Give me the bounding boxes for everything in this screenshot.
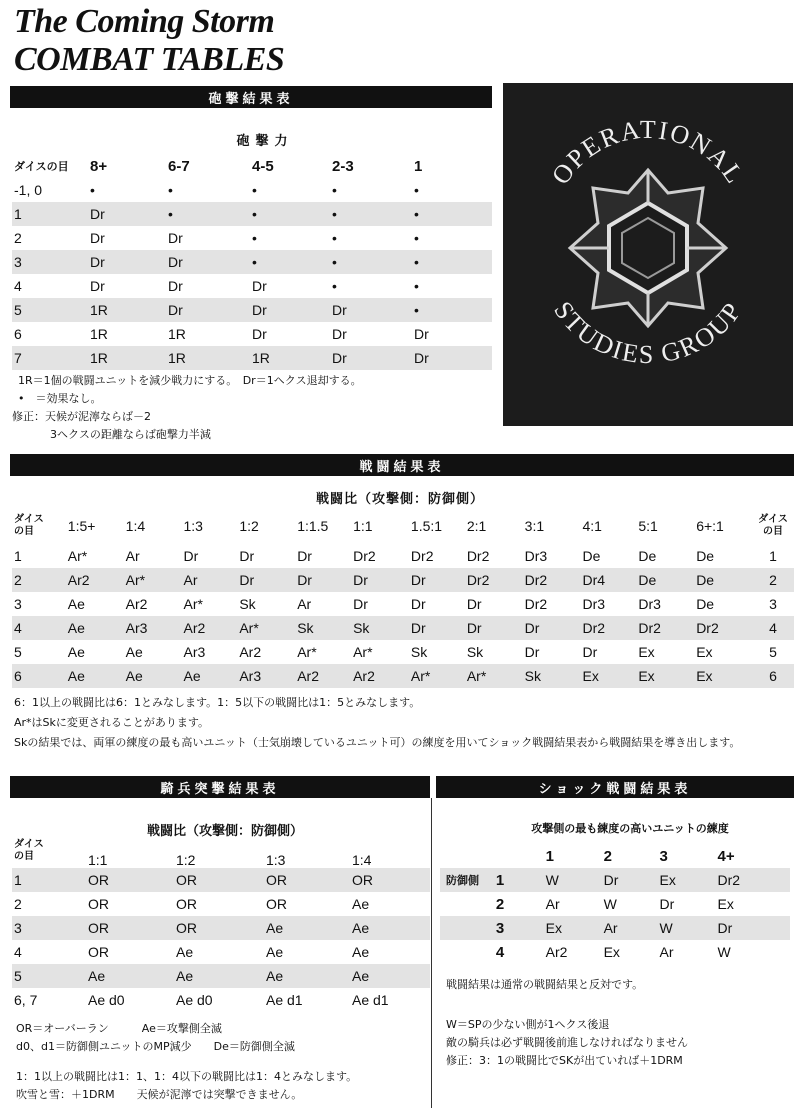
result-cell: Ae d1 (266, 992, 303, 1008)
table-row (12, 592, 794, 616)
result-cell: 1R (252, 346, 332, 370)
row-die-value: 1 (14, 548, 22, 564)
combat-ratio-header: 1.5:1 (410, 518, 443, 534)
die-column-label-right: ダイス の目 (758, 514, 788, 537)
row-die-value: 6 (12, 664, 68, 688)
result-cell: Ar* (239, 616, 297, 640)
combat-ratio-header: 1:1.5 (297, 518, 329, 534)
result-cell: Dr (332, 326, 347, 342)
shock-note-2: W＝SPの少ない側が1ヘクス後退 (446, 1018, 610, 1031)
result-cell: Ex (583, 664, 639, 688)
blank-cell (440, 916, 496, 940)
combat-ratio-header: 1:3 (183, 518, 203, 534)
bombardment-column-header: 1 (414, 157, 423, 175)
result-cell: • (414, 250, 492, 274)
result-cell: Ex (696, 644, 713, 660)
result-cell: Ar (545, 896, 560, 912)
cavalry-ratio-header: 1:4 (352, 852, 372, 868)
combat-note-2: Ar*はSkに変更されることがあります。 (14, 716, 210, 729)
shock-note-3: 敵の騎兵は必ず戦闘後前進しなければなりません (446, 1036, 688, 1049)
result-cell: Ar (184, 568, 240, 592)
result-cell: Ae (352, 964, 430, 988)
result-cell: Dr (90, 278, 105, 294)
table-row (12, 988, 430, 1012)
table-row (12, 868, 430, 892)
combat-note-1: 6：1以上の戦闘比は6：1とみなします。1：5以下の戦闘比は1：5とみなします。 (14, 696, 421, 709)
result-cell: Dr (90, 230, 105, 246)
combat-table (12, 508, 794, 688)
result-cell: W (603, 896, 617, 912)
result-cell: Ae (68, 664, 126, 688)
result-cell: Dr (466, 596, 482, 612)
table-row (440, 916, 790, 940)
shock-note-4: 修正：3：1の戦闘比でSKが出ていれば＋1DRM (446, 1054, 683, 1067)
combat-ratio-header: 1:2 (239, 518, 259, 534)
result-cell: Dr (353, 568, 411, 592)
table-row (440, 940, 790, 964)
result-cell: Dr (297, 548, 312, 564)
result-cell: Dr (604, 868, 660, 892)
bombardment-column-header: 2-3 (332, 157, 354, 175)
result-cell: Ar2 (68, 568, 126, 592)
result-cell: De (696, 596, 715, 612)
row-die-value: 3 (12, 250, 90, 274)
bombardment-note-3: 修正：天候が泥濘ならば－2 (12, 410, 151, 423)
result-cell: 1R (90, 298, 168, 322)
shock-note-1: 戦闘結果は通常の戦闘結果と反対です。 (446, 978, 644, 991)
result-cell: • (414, 298, 492, 322)
osg-logo (503, 83, 793, 426)
logo-text-top: OPERATIONAL (545, 114, 751, 190)
result-cell: Ar (659, 944, 674, 960)
result-cell: • (90, 182, 95, 198)
result-cell: Ar* (126, 568, 184, 592)
result-cell: Dr (252, 326, 267, 342)
shock-level-header: 2 (603, 847, 612, 865)
row-die-value-right: 1 (769, 548, 777, 564)
row-die-value: 7 (12, 346, 90, 370)
result-cell: Ae (176, 964, 266, 988)
result-cell: Dr (239, 568, 297, 592)
bombardment-column-header: 8+ (90, 157, 108, 175)
cavalry-note-4: 吹雪と雪：＋1DRM 天候が泥濘では突撃できません。 (16, 1088, 303, 1101)
result-cell: Dr (717, 916, 790, 940)
result-cell: Ae (67, 596, 85, 612)
result-cell: Dr (168, 298, 252, 322)
result-cell: Dr3 (638, 596, 661, 612)
result-cell: W (546, 868, 604, 892)
row-die-value: 5 (12, 298, 90, 322)
cavalry-ratio-header: 1:3 (266, 852, 286, 868)
result-cell: Ar* (353, 644, 373, 660)
row-die-value-right: 2 (752, 568, 794, 592)
result-cell: • (332, 250, 414, 274)
result-cell: OR (352, 868, 430, 892)
defender-row-label: 防御側 (440, 868, 496, 892)
table-row (12, 664, 794, 688)
result-cell: 1R (168, 346, 252, 370)
result-cell: Ar* (411, 664, 467, 688)
result-cell: 1R (90, 326, 108, 342)
bombardment-note-4: 3ヘクスの距離ならば砲撃力半減 (50, 428, 211, 441)
table-row (12, 616, 794, 640)
result-cell: Ar2 (353, 664, 411, 688)
row-die-value: 2 (14, 896, 22, 912)
result-cell: • (414, 202, 492, 226)
result-cell: Dr (90, 250, 168, 274)
result-cell: De (582, 548, 601, 564)
row-die-value: 1 (12, 202, 90, 226)
result-cell: Ar2 (239, 644, 262, 660)
result-cell: W (717, 944, 731, 960)
row-die-value: 3 (12, 916, 88, 940)
result-cell: Ar* (67, 548, 88, 564)
die-column-label-left: ダイス の目 (14, 514, 44, 537)
result-cell: Sk (525, 664, 583, 688)
combat-ratio-header: 5:1 (638, 518, 658, 534)
row-die-value: 3 (14, 596, 22, 612)
die-column-label: ダイス の目 (14, 839, 44, 862)
bombardment-column-header: 6-7 (168, 157, 190, 175)
row-die-value: 2 (14, 230, 22, 246)
result-cell: Dr2 (353, 548, 376, 564)
result-cell: Ae d1 (352, 992, 389, 1008)
result-cell: Dr (525, 616, 583, 640)
result-cell: De (696, 568, 752, 592)
bombardment-column-header: 4-5 (252, 157, 274, 175)
result-cell: Dr2 (583, 616, 639, 640)
result-cell: Ae d0 (88, 992, 125, 1008)
result-cell: Dr (183, 548, 199, 564)
shock-level-header: 3 (659, 847, 668, 865)
result-cell: Ar3 (183, 644, 206, 660)
combat-note-3: Skの結果では、両軍の練度の最も高いユニット（士気崩壊しているユニット可）の練度を用いてショック戦闘結果表から戦闘結果を導き出します。 (14, 736, 741, 749)
result-cell: Ar2 (125, 596, 148, 612)
table-row (12, 964, 430, 988)
result-cell: OR (88, 916, 176, 940)
result-cell: Ae (88, 964, 176, 988)
shock-corner-cell (496, 844, 546, 868)
result-cell: Dr (414, 326, 429, 342)
result-cell: Ar (604, 916, 660, 940)
table-row (12, 298, 492, 322)
result-cell: Dr (252, 278, 267, 294)
result-cell: Sk (297, 616, 353, 640)
result-cell: Ex (638, 664, 696, 688)
result-cell: Ar3 (239, 664, 297, 688)
result-cell: Ex (546, 916, 604, 940)
shock-subhead: 攻撃側の最も練度の高いユニットの練度 (531, 822, 729, 835)
result-cell: Sk (353, 616, 411, 640)
result-cell: Dr2 (410, 548, 434, 564)
result-cell: 1R (90, 346, 168, 370)
bombardment-bar: 砲撃結果表 (10, 86, 492, 108)
result-cell: W (660, 916, 718, 940)
result-cell: 1R (168, 326, 186, 342)
table-row (440, 892, 790, 916)
result-cell: Ar3 (126, 616, 184, 640)
result-cell: Ex (660, 868, 718, 892)
cavalry-header-row (12, 834, 430, 868)
result-cell: • (414, 230, 419, 246)
result-cell: OR (266, 868, 352, 892)
result-cell: Ae (266, 944, 284, 960)
result-cell: Dr (353, 596, 368, 612)
result-cell: Dr (411, 568, 467, 592)
defender-level: 1 (496, 868, 546, 892)
result-cell: Dr (252, 298, 332, 322)
result-cell: Dr (90, 202, 168, 226)
result-cell: • (414, 182, 419, 198)
result-cell: • (332, 278, 337, 294)
result-cell: • (252, 202, 332, 226)
cavalry-ratio-header: 1:1 (88, 852, 108, 868)
row-die-value: -1, 0 (14, 182, 43, 198)
table-row (440, 868, 790, 892)
result-cell: Ae (352, 916, 430, 940)
result-cell: Dr (582, 644, 598, 660)
result-cell: OR (266, 896, 287, 912)
result-cell: Ex (696, 664, 752, 688)
cavalry-bar: 騎兵突撃結果表 (10, 776, 430, 798)
result-cell: • (252, 230, 257, 246)
result-cell: Ar* (297, 644, 317, 660)
row-die-value: 4 (14, 944, 22, 960)
result-cell: OR (176, 868, 266, 892)
result-cell: De (638, 548, 657, 564)
result-cell: Ex (717, 896, 734, 912)
shock-corner-cell (440, 844, 496, 868)
combat-subhead: 戦闘比（攻撃側：防御側） (315, 492, 484, 507)
result-cell: Dr2 (524, 596, 548, 612)
bombardment-table (12, 154, 492, 370)
combat-ratio-header: 2:1 (466, 518, 487, 534)
shock-level-header: 4+ (717, 847, 735, 865)
cavalry-note-2: d0、d1＝防御側ユニットのMP減少 De＝防御側全滅 (16, 1040, 295, 1053)
result-cell: • (168, 182, 173, 198)
shock-bar: ショック戦闘結果表 (436, 776, 794, 798)
combat-ratio-header: 3:1 (524, 518, 545, 534)
blank-cell (440, 940, 496, 964)
result-cell: Sk (410, 644, 428, 660)
result-cell: Dr (168, 278, 183, 294)
defender-level: 4 (495, 943, 505, 961)
result-cell: OR (88, 896, 109, 912)
result-cell: Dr2 (717, 868, 790, 892)
table-row (12, 940, 430, 964)
result-cell: Ar2 (297, 664, 353, 688)
result-cell: OR (176, 916, 266, 940)
result-cell: Dr (297, 568, 353, 592)
table-row (12, 202, 492, 226)
defender-level: 2 (495, 895, 505, 913)
result-cell: Ex (638, 644, 655, 660)
result-cell: • (252, 182, 257, 198)
result-cell: Dr (410, 596, 426, 612)
result-cell: Dr4 (583, 568, 639, 592)
result-cell: Dr (467, 616, 525, 640)
result-cell: Sk (239, 596, 256, 612)
result-cell: Ar* (183, 596, 203, 612)
row-die-value: 5 (14, 644, 22, 660)
cavalry-subhead: 戦闘比（攻撃側：防御側） (146, 824, 303, 839)
result-cell: Ar* (467, 664, 525, 688)
row-die-value: 4 (14, 278, 22, 294)
result-cell: Ar (125, 548, 140, 564)
table-row (12, 226, 492, 250)
result-cell: Dr (332, 298, 414, 322)
result-cell: OR (88, 868, 176, 892)
cavalry-ratio-header: 1:2 (176, 852, 196, 868)
row-die-value: 1 (12, 868, 88, 892)
defender-level: 3 (496, 916, 546, 940)
blank-cell (440, 892, 496, 916)
result-cell: OR (176, 896, 197, 912)
table-row (12, 178, 492, 202)
shock-level-header: 1 (545, 847, 554, 865)
result-cell: Dr (524, 644, 540, 660)
result-cell: • (414, 278, 419, 294)
table-row (12, 274, 492, 298)
cavalry-note-1: OR＝オーバーラン Ae＝攻撃側全滅 (16, 1022, 222, 1035)
result-cell: • (332, 202, 414, 226)
result-cell: Dr (659, 896, 675, 912)
result-cell: Dr2 (638, 616, 696, 640)
row-die-value: 2 (12, 568, 68, 592)
result-cell: Ae (67, 644, 85, 660)
table-row (12, 568, 794, 592)
bombardment-subhead: 砲撃力 (236, 134, 294, 149)
result-cell: OR (88, 944, 109, 960)
table-row (12, 544, 794, 568)
cavalry-table (12, 834, 430, 1012)
result-cell: Dr (168, 230, 183, 246)
row-die-value-right: 3 (769, 596, 777, 612)
result-cell: • (332, 182, 337, 198)
combat-header-row (12, 508, 794, 544)
title-line-1: The Coming Storm (14, 3, 275, 40)
result-cell: Ar2 (545, 944, 568, 960)
row-die-value: 6, 7 (14, 992, 38, 1008)
result-cell: Ae (125, 644, 143, 660)
result-cell: • (252, 250, 332, 274)
table-row (12, 346, 492, 370)
table-row (12, 250, 492, 274)
row-die-value: 6 (14, 326, 22, 342)
shock-table (440, 844, 790, 964)
combat-ratio-header: 4:1 (582, 518, 602, 534)
result-cell: Sk (466, 644, 484, 660)
combat-bar: 戦闘結果表 (10, 454, 794, 476)
title-line-2: COMBAT TABLES (14, 41, 285, 78)
row-die-value-right: 5 (769, 644, 777, 660)
result-cell: Dr2 (525, 568, 583, 592)
result-cell: Dr (414, 346, 492, 370)
result-cell: Ar2 (184, 616, 240, 640)
result-cell: Ae (126, 664, 184, 688)
result-cell: Ae (68, 616, 126, 640)
result-cell: Ae d0 (176, 992, 213, 1008)
bombardment-note-2: • ＝効果なし。 (18, 392, 102, 405)
result-cell: Ae (352, 896, 370, 912)
result-cell: Ae (266, 916, 352, 940)
combat-ratio-header: 1:4 (125, 518, 146, 534)
shock-header-row (440, 844, 790, 868)
bombardment-note-1: 1R＝1個の戦闘ユニットを減少戦力にする。 Dr＝1ヘクス退却する。 (18, 374, 362, 387)
result-cell: Ex (603, 944, 620, 960)
combat-ratio-header: 1:1 (353, 518, 373, 534)
cavalry-note-3: 1：1以上の戦闘比は1：1、1：4以下の戦闘比は1：4とみなします。 (16, 1070, 358, 1083)
result-cell: Ae (352, 944, 370, 960)
row-die-value-right: 6 (752, 664, 794, 688)
result-cell: Ae (184, 664, 240, 688)
result-cell: • (168, 202, 252, 226)
result-cell: Dr (239, 548, 255, 564)
result-cell: Dr (411, 616, 467, 640)
result-cell: Dr3 (524, 548, 548, 564)
bottom-divider (431, 798, 432, 1108)
row-die-value: 5 (12, 964, 88, 988)
table-row (12, 916, 430, 940)
table-row (12, 322, 492, 346)
result-cell: De (696, 548, 715, 564)
row-die-value: 4 (12, 616, 68, 640)
combat-ratio-header: 1:5+ (67, 518, 96, 534)
result-cell: Ae (266, 964, 352, 988)
result-cell: Dr2 (696, 616, 752, 640)
bombardment-header-row (12, 154, 492, 178)
logo-text-bottom: STUDIES GROUP (548, 296, 748, 370)
die-column-label: ダイスの目 (14, 161, 69, 173)
row-die-value-right: 4 (752, 616, 794, 640)
combat-ratio-header: 6+:1 (696, 518, 724, 534)
table-row (12, 892, 430, 916)
table-row (12, 640, 794, 664)
result-cell: Dr2 (466, 548, 490, 564)
result-cell: Dr (168, 250, 252, 274)
result-cell: Ar (297, 596, 312, 612)
result-cell: • (332, 230, 337, 246)
result-cell: Dr2 (467, 568, 525, 592)
osg-emblem-icon (503, 83, 793, 426)
result-cell: De (638, 568, 696, 592)
result-cell: Dr (332, 346, 414, 370)
result-cell: Ae (176, 944, 194, 960)
result-cell: Dr3 (582, 596, 606, 612)
